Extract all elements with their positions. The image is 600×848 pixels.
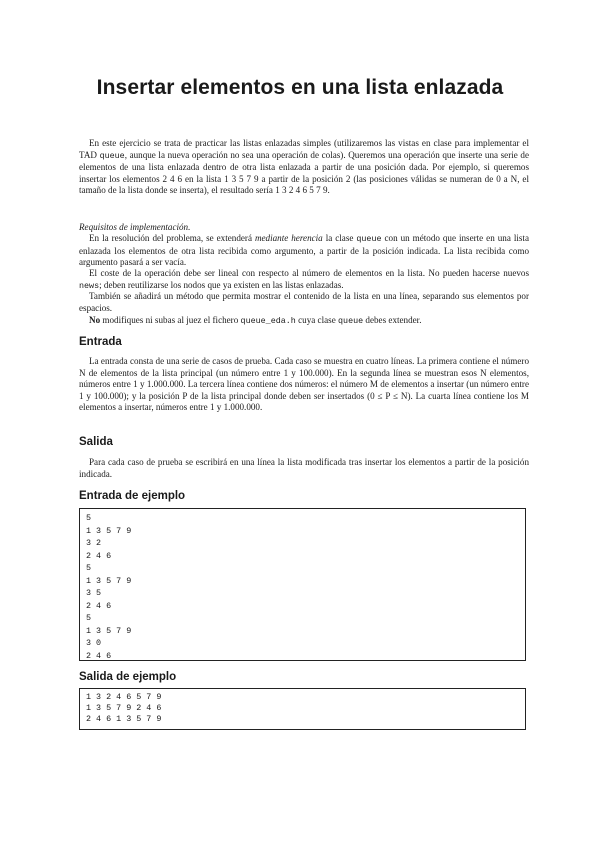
requisitos-paragraph-4 <box>79 315 529 328</box>
req4-code-file: queue_eda.h <box>240 316 296 326</box>
req2-text-b: ; deben reutilizarse los nodos que ya existen en las listas enlazadas. <box>99 279 344 290</box>
requisitos-paragraph-1 <box>79 233 529 269</box>
intro-text-b: , aunque la nueva operación no sea una operación de colas). Queremos una operación que inserte una serie de elementos de una lista enlazada dentro de otra lista enlazada a partir de una posición dada. Por ejemplo, si queremos insertar los elementos 2 4 6 en la lista 1 3 5 7 9 a partir de la posición 2 (las posiciones válidas se numeran de 0 a N, el tamaño de la lista donde se inserta), el resultado sería 1 3 2 4 6 5 7 9. <box>79 149 529 196</box>
salida-paragraph: Para cada caso de prueba se escribirá en una línea la lista modificada tras insertar los elementos a partir de la posición indicada. <box>79 457 529 479</box>
requisitos-heading <box>79 222 529 234</box>
input-line: 5 <box>86 563 92 573</box>
requisitos-paragraph-2 <box>79 268 529 292</box>
req1-text-c: con un método que inserte en una lista enlazada los elementos de otra lista recibida como argumento, a partir de la posición indicada. La lista recibida como argumento pasará a ser vacía. <box>79 233 529 268</box>
input-line: 5 <box>86 613 92 623</box>
entrada-heading: Entrada <box>79 336 122 348</box>
entrada-paragraph: La entrada consta de una serie de casos de prueba. Cada caso se muestra en cuatro líneas. La primera contiene el número N de elementos de la lista principal (un número entre 1 y 100.000). En la segunda línea se muestran esos N elementos, números entre 1 y 1.000.000. La tercera línea contiene dos números: el número M de elementos a insertar (un número entre 1 y 100.000); y la posición P de la lista principal donde deben ser insertados (0 ≤ P ≤ N). La cuarta línea contiene los M elementos a insertar, números entre 1 y 1.000.000. <box>79 356 529 413</box>
req1-code: queue <box>356 234 382 244</box>
req2-text-a: El coste de la operación debe ser lineal con respecto al número de elementos en la lista. No pueden hacerse nuevos <box>89 268 529 278</box>
input-line: 2 4 6 <box>86 650 112 661</box>
input-line: 3 5 <box>86 588 102 598</box>
salida-ejemplo-box <box>79 688 526 730</box>
intro-code: queue <box>99 150 125 161</box>
input-line: 1 3 5 7 9 <box>86 575 132 586</box>
req4-code-class: queue <box>338 316 364 326</box>
requisitos-heading-text: Requisitos de implementación. <box>79 222 191 232</box>
output-line: 1 3 2 4 6 5 7 9 <box>86 692 162 702</box>
req4-text-b: cuya clase <box>295 315 339 325</box>
input-line: 2 4 6 <box>86 550 112 561</box>
entrada-ejemplo-heading: Entrada de ejemplo <box>79 490 186 502</box>
intro-text-a: En este ejercicio se trata de practicar las listas enlazadas simples (utilizaremos las vistas en clase para implementar el TAD <box>79 138 529 160</box>
req1-text-a: En la resolución del problema, se extenderá <box>89 233 255 243</box>
input-line: 1 3 5 7 9 <box>86 625 132 636</box>
input-line: 2 4 6 <box>86 600 112 611</box>
output-line: 1 3 5 7 9 2 4 6 <box>86 702 162 713</box>
input-line: 5 <box>86 513 92 523</box>
output-line: 2 4 6 1 3 5 7 9 <box>86 713 162 724</box>
req4-bold: No <box>89 315 101 325</box>
salida-heading: Salida <box>79 436 113 448</box>
req2-code: news <box>79 280 100 291</box>
input-line: 1 3 5 7 9 <box>86 525 132 536</box>
entrada-ejemplo-box <box>79 508 526 661</box>
req1-text-b: la clase <box>322 233 357 243</box>
req1-emphasis: mediante herencia <box>254 233 323 243</box>
page-title: Insertar elementos en una lista enlazada <box>96 76 504 99</box>
intro-paragraph <box>79 138 529 197</box>
input-line: 3 2 <box>86 538 102 548</box>
requisitos-paragraph-3: También se añadirá un método que permita mostrar el contenido de la lista en una línea, separando sus elementos por espacios. <box>79 291 529 313</box>
input-line: 3 0 <box>86 638 102 648</box>
req4-text-c: debes extender. <box>363 315 422 325</box>
req4-text-a: modifiques ni subas al juez el fichero <box>100 315 241 325</box>
salida-ejemplo-heading: Salida de ejemplo <box>79 671 177 683</box>
